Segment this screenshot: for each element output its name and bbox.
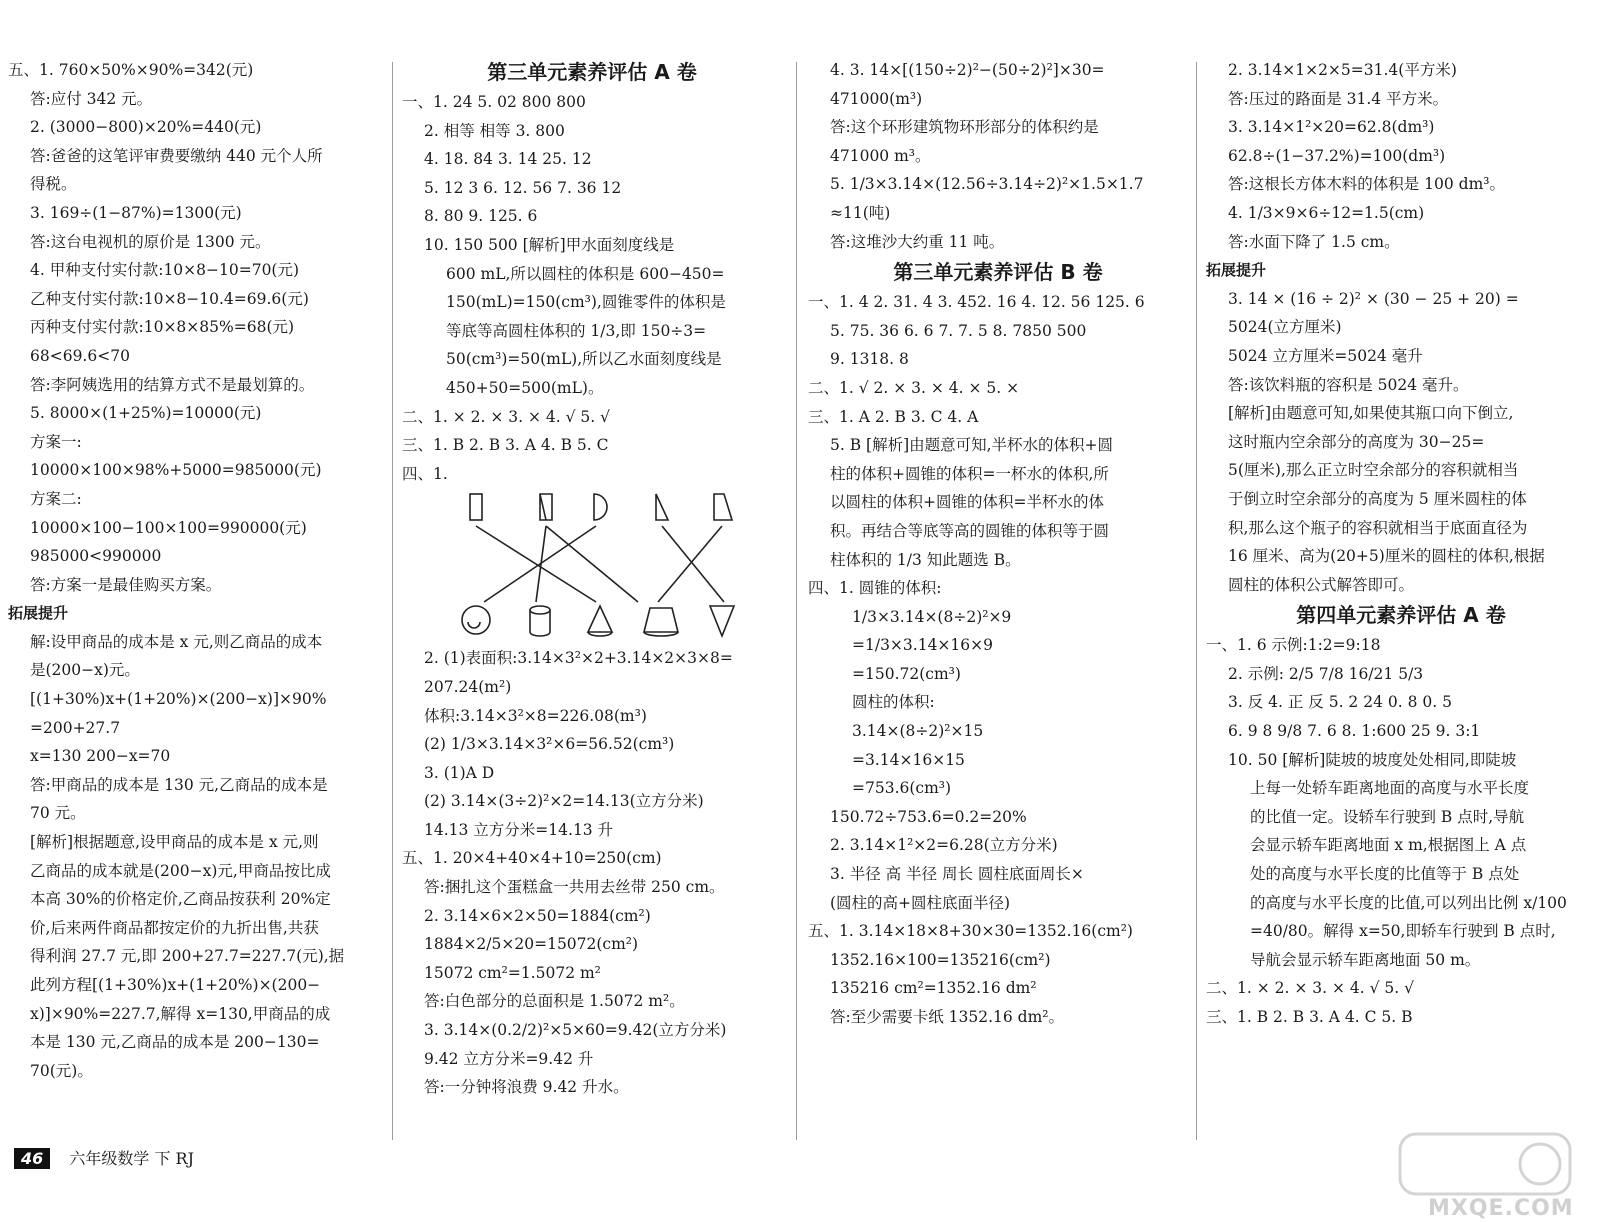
answer-line: 的比值一定。设轿车行驶到 B 点时,导航 [1250,807,1525,826]
answer-line: 15072 cm²=1.5072 m² [424,963,601,982]
answer-line: 五、1. 760×50%×90%=342(元) [8,61,254,79]
answer-line: 2. (1)表面积:3.14×3²×2+3.14×2×3×8= [424,649,733,668]
answer-line: 5024 立方厘米=5024 毫升 [1228,346,1423,365]
answer-line: 积,那么这个瓶子的容积就相当于底面直径为 [1228,518,1528,537]
answer-line: 一、1. 6 示例:1:2=9:18 [1206,636,1381,655]
answer-line: 得利润 27.7 元,即 200+27.7=227.7(元),据 [30,947,345,966]
answer-line: 体积:3.14×3²×8=226.08(m³) [424,706,647,725]
answer-line: 3. 3.14×(0.2/2)²×5×60=9.42(立方分米) [424,1021,727,1040]
answer-line: 207.24(m²) [424,677,512,696]
answer-line: 答:甲商品的成本是 130 元,乙商品的成本是 [30,775,328,794]
semicircle-shape-icon [594,494,607,520]
answer-line: 471000(m³) [830,89,923,108]
column-divider [1196,62,1197,1140]
answer-line: 丙种支付实付款:10×8×85%=68(元) [30,318,295,337]
answer-line: 14.13 立方分米=14.13 升 [424,820,614,839]
answer-line: x)]×90%=227.7,解得 x=130,甲商品的成 [30,1004,331,1023]
answer-line: 的高度与水平长度的比值,可以列出比例 x/100 [1250,893,1567,912]
answer-line: 答:压过的路面是 31.4 平方米。 [1228,89,1449,108]
answer-line: 62.8÷(1−37.2%)=100(dm³) [1228,146,1446,165]
answer-line: 处的高度与水平长度的比值等于 B 点处 [1250,865,1520,884]
answer-line: 答:李阿姨选用的结算方式不是最划算的。 [30,375,315,394]
col2-lines-bottom [402,644,782,1102]
answer-line: 150(mL)=150(cm³),圆锥零件的体积是 [446,293,726,312]
answer-line: 答:水面下降了 1.5 cm。 [1228,232,1400,251]
answer-line: 5. 75. 36 6. 6 7. 7. 5 8. 7850 500 [830,321,1087,340]
watermark-text: MXQE.COM [1428,1196,1574,1221]
answer-line: 50(cm³)=50(mL),所以乙水面刻度线是 [446,350,722,369]
answer-line: 6. 9 8 9/8 7. 6 8. 1:600 25 9. 3:1 [1228,722,1481,741]
answer-line: 3. 半径 高 半径 周长 圆柱底面周长× [830,865,1084,884]
answer-line: x=130 200−x=70 [30,747,171,766]
answer-line: 答:方案一是最佳购买方案。 [30,575,222,594]
answer-line: 二、1. × 2. × 3. × 4. √ 5. √ [402,407,611,426]
answer-line: [解析]根据题意,设甲商品的成本是 x 元,则 [30,833,319,852]
answer-line: (2) 3.14×(3÷2)²×2=14.13(立方分米) [424,792,704,811]
col2-lines-top [402,88,782,488]
page-number: 46 [14,1148,50,1169]
answer-line: 9. 1318. 8 [830,350,909,369]
answer-line: 此列方程[(1+30%)x+(1+20%)×(200− [30,976,321,994]
answer-line: 答:白色部分的总面积是 1.5072 m²。 [424,992,685,1011]
answer-line: 2. 3.14×1×2×5=31.4(平方米) [1228,61,1457,79]
answer-column-3 [808,56,1188,1032]
answer-line: 10. 50 [解析]陡坡的坡度处处相同,即陡坡 [1228,750,1517,769]
answer-line: 9.42 立方分米=9.42 升 [424,1049,594,1068]
right-triangle-shape-icon [656,494,668,520]
answer-line: 五、1. 20×4+40×4+10=250(cm) [402,849,662,868]
subsection-heading: 拓展提升 [8,604,69,623]
answer-line: 70(元)。 [30,1061,93,1080]
answer-line: 得税。 [30,175,77,194]
answer-line: 5. 8000×(1+25%)=10000(元) [30,404,262,423]
answer-line: 150.72÷753.6=0.2=20% [830,807,1027,826]
answer-line: 3. 反 4. 正 反 5. 2 24 0. 8 0. 5 [1228,693,1452,712]
triangle-shape-icon [540,494,552,520]
page-footer [14,1146,194,1169]
answer-line: 二、1. √ 2. × 3. × 4. × 5. × [808,378,1020,397]
answer-line: 4. 3. 14×[(150÷2)²−(50÷2)²]×30= [830,61,1105,79]
answer-line: 8. 80 9. 125. 6 [424,207,538,226]
answer-line: 圆柱的体积公式解答即可。 [1228,575,1415,594]
rectangle-shape-icon [470,494,482,520]
sphere-solid-icon [462,606,490,634]
answer-line: 二、1. × 2. × 3. × 4. √ 5. √ [1206,979,1415,998]
answer-line: 这时瓶内空余部分的高度为 30−25= [1228,432,1485,451]
subsection-heading: 拓展提升 [1206,261,1267,280]
answer-line: =1/3×3.14×16×9 [852,636,993,655]
answer-line: 10. 150 500 [解析]甲水面刻度线是 [424,235,675,254]
answer-line: 985000<990000 [30,547,162,566]
answer-line: 等底等高圆柱体积的 1/3,即 150÷3= [446,321,707,340]
answer-line: 导航会显示轿车距离地面 50 m。 [1250,950,1481,969]
answer-line: 10000×100×98%+5000=985000(元) [30,461,322,480]
answer-line: 三、1. B 2. B 3. A 4. B 5. C [402,436,609,455]
answer-line: (2) 1/3×3.14×3²×6=56.52(cm³) [424,735,675,754]
answer-line: 五、1. 3.14×18×8+30×30=1352.16(cm²) [808,922,1133,941]
answer-line: 方案二: [30,489,82,508]
answer-line: 答:这台电视机的原价是 1300 元。 [30,232,271,251]
answer-line: 16 厘米、高为(20+5)厘米的圆柱的体积,根据 [1228,547,1545,566]
answer-line: 三、1. B 2. B 3. A 4. C 5. B [1206,1008,1413,1026]
answer-line: 1352.16×100=135216(cm²) [830,950,1051,969]
matching-figure [428,490,758,640]
answer-line: 是(200−x)元。 [30,661,140,680]
answer-line: 上每一处轿车距离地面的高度与水平长度 [1250,779,1530,798]
answer-line: 3. 14 × (16 ÷ 2)² × (30 − 25 + 20) = [1228,289,1519,308]
answer-line: 答:爸爸的这笔评审费要缴纳 440 元个人所 [30,146,323,165]
book-label: 六年级数学 下 RJ [69,1149,194,1168]
answer-line: 答:应付 342 元。 [30,89,153,108]
section-heading-unit3-a: 第三单元素养评估 A 卷 [487,60,697,84]
answer-line: 3. 3.14×1²×20=62.8(dm³) [1228,118,1435,137]
answer-line: (圆柱的高+圆柱底面半径) [830,893,1011,912]
answer-line: 2. 3.14×1²×2=6.28(立方分米) [830,836,1058,855]
answer-line: 解:设甲商品的成本是 x 元,则乙商品的成本 [30,632,323,651]
answer-line: =40/80。解得 x=50,即轿车行驶到 B 点时, [1250,922,1556,941]
answer-line: 2. 相等 相等 3. 800 [424,121,565,140]
answer-line: [解析]由题意可知,如果使其瓶口向下倒立, [1228,404,1514,423]
answer-line: 70 元。 [30,804,86,823]
section-heading: 第四单元素养评估 A 卷 [1296,603,1506,628]
answer-line: 积。再结合等底等高的圆锥的体积等于圆 [830,521,1110,540]
answer-line: 4. 1/3×9×6÷12=1.5(cm) [1228,203,1425,222]
answer-line: =150.72(cm³) [852,664,961,683]
answer-line: 答:这个环形建筑物环形部分的体积约是 [830,118,1099,137]
answer-line: 方案一: [30,432,82,451]
answer-line: 答:至少需要卡纸 1352.16 dm²。 [830,1008,1065,1026]
answer-line: 4. 甲种支付实付款:10×8−10=70(元) [30,261,300,280]
answer-line: 本高 30%的价格定价,乙商品按获利 20%定 [30,890,331,909]
answer-line: 一、1. 4 2. 31. 4 3. 452. 16 4. 12. 56 125. 6 [808,293,1145,312]
answer-line: 1/3×3.14×(8÷2)²×9 [852,607,1012,626]
answer-line: 5. 1/3×3.14×(12.56÷3.14÷2)²×1.5×1.7 [830,175,1144,194]
answer-line: 3. (1)A D [424,763,495,782]
answer-line: 以圆柱的体积+圆锥的体积=半杯水的体 [830,493,1104,512]
answer-line: 三、1. A 2. B 3. C 4. A [808,407,979,426]
answer-line: 答:该饮料瓶的容积是 5024 毫升。 [1228,375,1469,394]
answer-line: 2. 示例: 2/5 7/8 16/21 5/3 [1228,664,1424,683]
answer-line: 3. 169÷(1−87%)=1300(元) [30,203,242,222]
answer-line: 四、1. 圆锥的体积: [808,579,942,598]
answer-line: 答:捆扎这个蛋糕盒一共用去丝带 250 cm。 [424,878,725,897]
inverted-cone-solid-icon [710,606,734,636]
answer-line: 5. B [解析]由题意可知,半杯水的体积+圆 [830,436,1114,455]
answer-line: =753.6(cm³) [852,779,952,798]
answer-line: 价,后来两件商品都按定价的九折出售,共获 [30,918,319,937]
answer-line: 2. (3000−800)×20%=440(元) [30,118,262,137]
answer-line: [(1+30%)x+(1+20%)×(200−x)]×90% [30,690,327,709]
answer-line: 471000 m³。 [830,146,931,165]
answer-line: 四、1. [402,464,448,483]
answer-line: 450+50=500(mL)。 [446,378,604,397]
answer-line: 4. 18. 84 3. 14 25. 12 [424,150,592,169]
column-divider [796,62,797,1140]
answer-line: 答:这堆沙大约重 11 吨。 [830,232,1005,251]
answer-line: 圆柱的体积: [852,693,935,712]
answer-line: 5(厘米),那么正立时空余部分的容积就相当 [1228,461,1519,480]
cylinder-solid-icon [530,606,550,614]
answer-line: 2. 3.14×6×2×50=1884(cm²) [424,906,651,925]
answer-line: 5024(立方厘米) [1228,318,1342,337]
answer-line: 68<69.6<70 [30,346,130,365]
answer-line: 3.14×(8÷2)²×15 [852,722,984,741]
cone-solid-icon [588,606,612,636]
answer-line: 10000×100−100×100=990000(元) [30,518,307,537]
answer-column-4 [1206,56,1596,1032]
answer-line: =3.14×16×15 [852,750,965,769]
answer-line: 乙商品的成本就是(200−x)元,甲商品按比成 [30,861,331,880]
answer-column-2 [402,56,782,1102]
answer-line: 600 mL,所以圆柱的体积是 600−450= [446,264,725,283]
answer-line: ≈11(吨) [830,203,891,222]
answer-line: 答:一分钟将浪费 9.42 升水。 [424,1078,629,1097]
answer-line: 5. 12 3 6. 12. 56 7. 36 12 [424,178,622,197]
section-heading: 第三单元素养评估 B 卷 [893,260,1103,285]
answer-column-1 [8,56,384,1085]
answer-line: 柱体积的 1/3 知此题选 B。 [830,550,1021,569]
frustum-solid-icon [644,608,678,636]
answer-line: 柱的体积+圆锥的体积=一杯水的体积,所 [830,464,1109,483]
trapezoid-shape-icon [714,494,732,520]
answer-line: 乙种支付实付款:10×8−10.4=69.6(元) [30,289,309,308]
answer-line: 答:这根长方体木料的体积是 100 dm³。 [1228,175,1505,194]
answer-line: 1884×2/5×20=15072(cm²) [424,935,639,954]
answer-line: =200+27.7 [30,718,121,737]
answer-line: 本是 130 元,乙商品的成本是 200−130= [30,1033,320,1052]
answer-line: 会显示轿车距离地面 x m,根据图上 A 点 [1250,836,1527,855]
answer-line: 一、1. 24 5. 02 800 800 [402,93,586,111]
column-divider [392,62,393,1140]
answer-line: 于倒立时空余部分的高度为 5 厘米圆柱的体 [1228,489,1527,508]
answer-line: 135216 cm²=1352.16 dm² [830,979,1037,998]
